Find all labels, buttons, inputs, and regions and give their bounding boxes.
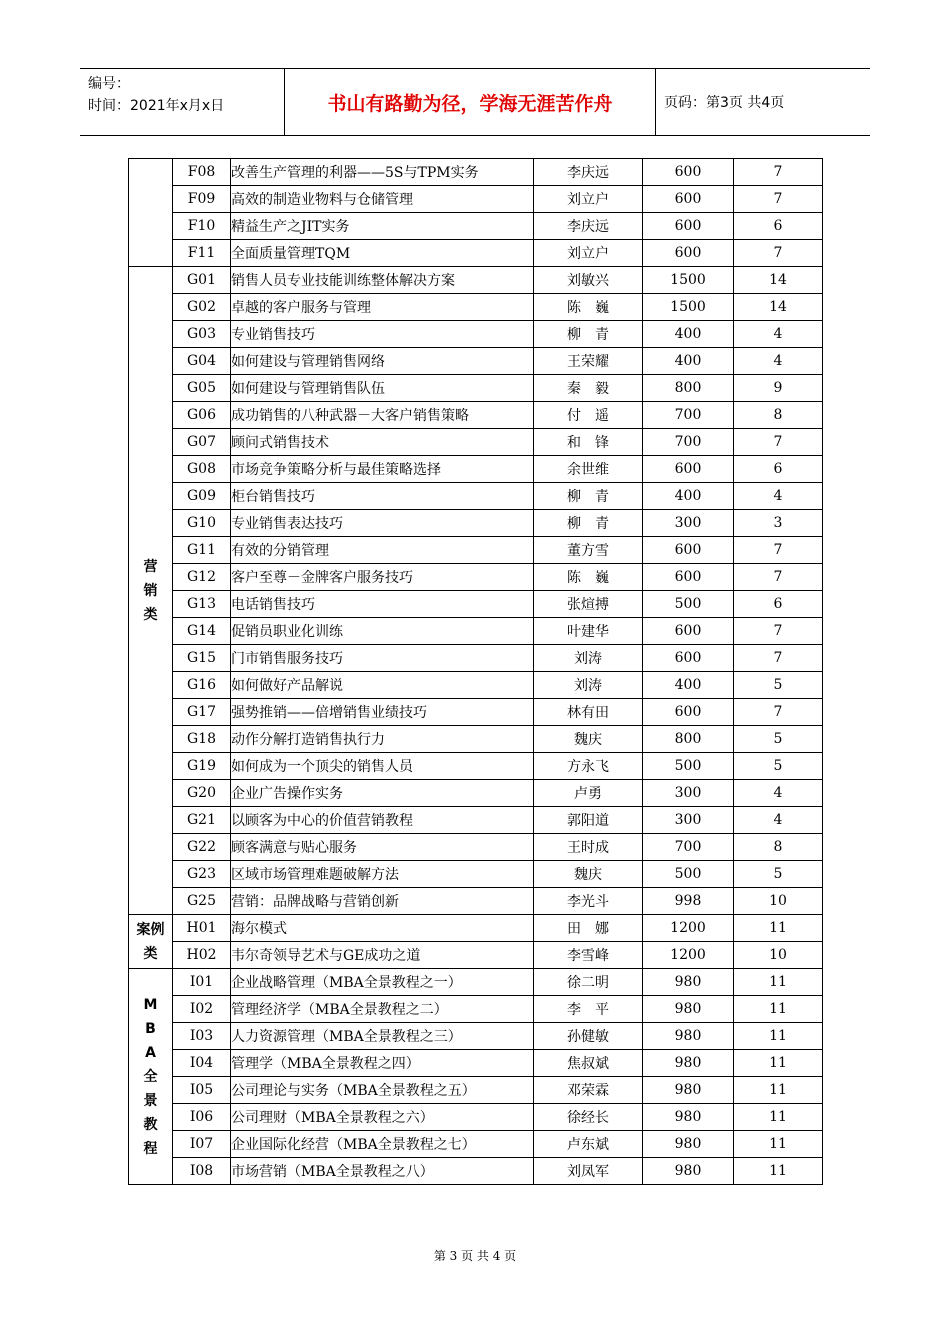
- cell-count: 11: [734, 915, 823, 942]
- cell-author: 刘立户: [534, 186, 643, 213]
- cell-author: 王时成: [534, 834, 643, 861]
- cell-code: G02: [173, 294, 231, 321]
- cell-code: G16: [173, 672, 231, 699]
- cell-code: G10: [173, 510, 231, 537]
- cell-price: 1500: [643, 267, 734, 294]
- cell-price: 980: [643, 1023, 734, 1050]
- cell-price: 600: [643, 213, 734, 240]
- table-row: [129, 591, 823, 618]
- table-row: [129, 321, 823, 348]
- cell-count: 11: [734, 1158, 823, 1185]
- cell-code: G03: [173, 321, 231, 348]
- cell-count: 7: [734, 537, 823, 564]
- cell-count: 14: [734, 294, 823, 321]
- cell-author: 陈 巍: [534, 294, 643, 321]
- cell-count: 11: [734, 1104, 823, 1131]
- cell-code: G19: [173, 753, 231, 780]
- table-row: [129, 294, 823, 321]
- cell-code: G14: [173, 618, 231, 645]
- cell-author: 李光斗: [534, 888, 643, 915]
- cell-author: 李庆远: [534, 159, 643, 186]
- cell-count: 4: [734, 321, 823, 348]
- cell-code: I01: [173, 969, 231, 996]
- table-row: [129, 186, 823, 213]
- cell-author: 陈 巍: [534, 564, 643, 591]
- table-row: [129, 753, 823, 780]
- cell-price: 400: [643, 321, 734, 348]
- cell-price: 600: [643, 456, 734, 483]
- cell-author: 卢勇: [534, 780, 643, 807]
- cell-author: 秦 毅: [534, 375, 643, 402]
- cell-code: F08: [173, 159, 231, 186]
- cell-count: 3: [734, 510, 823, 537]
- cell-price: 800: [643, 726, 734, 753]
- cell-title: 精益生产之JIT实务: [231, 213, 534, 240]
- table-row: [129, 861, 823, 888]
- cell-author: 方永飞: [534, 753, 643, 780]
- cell-count: 7: [734, 240, 823, 267]
- cell-price: 980: [643, 1077, 734, 1104]
- cell-title: 管理经济学（MBA全景教程之二）: [231, 996, 534, 1023]
- table-row: [129, 1131, 823, 1158]
- cell-count: 11: [734, 1050, 823, 1077]
- cell-title: 管理学（MBA全景教程之四）: [231, 1050, 534, 1077]
- table-row: [129, 1077, 823, 1104]
- cell-title: 销售人员专业技能训练整体解决方案: [231, 267, 534, 294]
- cell-price: 300: [643, 807, 734, 834]
- cell-title: 成功销售的八种武器－大客户销售策略: [231, 402, 534, 429]
- category-cell: [129, 159, 173, 267]
- cell-author: 柳 青: [534, 510, 643, 537]
- cell-count: 7: [734, 186, 823, 213]
- page-header: [80, 68, 870, 136]
- cell-code: I03: [173, 1023, 231, 1050]
- table-row: [129, 1050, 823, 1077]
- cell-code: G05: [173, 375, 231, 402]
- cell-author: 叶建华: [534, 618, 643, 645]
- cell-title: 有效的分销管理: [231, 537, 534, 564]
- cell-title: 强势推销——倍增销售业绩技巧: [231, 699, 534, 726]
- table-row: [129, 834, 823, 861]
- cell-count: 6: [734, 456, 823, 483]
- cell-author: 张煊搏: [534, 591, 643, 618]
- cell-author: 郭阳道: [534, 807, 643, 834]
- cell-author: 柳 青: [534, 321, 643, 348]
- cell-code: I07: [173, 1131, 231, 1158]
- cell-count: 7: [734, 564, 823, 591]
- cell-author: 孙健敏: [534, 1023, 643, 1050]
- cell-code: I06: [173, 1104, 231, 1131]
- cell-price: 980: [643, 1104, 734, 1131]
- cell-count: 10: [734, 942, 823, 969]
- cell-price: 600: [643, 699, 734, 726]
- cell-code: G09: [173, 483, 231, 510]
- cell-code: G13: [173, 591, 231, 618]
- table-row: [129, 618, 823, 645]
- header-motto: 书山有路勤为径，学海无涯苦作舟: [284, 69, 656, 135]
- cell-code: I04: [173, 1050, 231, 1077]
- cell-title: 企业广告操作实务: [231, 780, 534, 807]
- cell-author: 李庆远: [534, 213, 643, 240]
- cell-code: I08: [173, 1158, 231, 1185]
- cell-author: 李雪峰: [534, 942, 643, 969]
- cell-title: 客户至尊－金牌客户服务技巧: [231, 564, 534, 591]
- cell-title: 如何做好产品解说: [231, 672, 534, 699]
- category-cell: 案例 类: [129, 915, 173, 969]
- cell-price: 980: [643, 996, 734, 1023]
- cell-price: 400: [643, 483, 734, 510]
- cell-title: 专业销售技巧: [231, 321, 534, 348]
- cell-count: 5: [734, 861, 823, 888]
- cell-author: 魏庆: [534, 861, 643, 888]
- cell-count: 11: [734, 1023, 823, 1050]
- cell-title: 全面质量管理TQM: [231, 240, 534, 267]
- time-label: 时间：2021年x月x日: [88, 98, 225, 114]
- cell-count: 8: [734, 834, 823, 861]
- cell-count: 7: [734, 429, 823, 456]
- cell-count: 4: [734, 780, 823, 807]
- cell-code: I02: [173, 996, 231, 1023]
- cell-price: 700: [643, 402, 734, 429]
- cell-title: 改善生产管理的利器——5S与TPM实务: [231, 159, 534, 186]
- cell-code: G17: [173, 699, 231, 726]
- table-row: [129, 726, 823, 753]
- cell-price: 1500: [643, 294, 734, 321]
- cell-price: 980: [643, 1050, 734, 1077]
- cell-author: 刘立户: [534, 240, 643, 267]
- table-row: [129, 996, 823, 1023]
- cell-code: G15: [173, 645, 231, 672]
- cell-title: 顾问式销售技术: [231, 429, 534, 456]
- cell-count: 11: [734, 996, 823, 1023]
- cell-price: 600: [643, 645, 734, 672]
- cell-code: H01: [173, 915, 231, 942]
- cell-price: 600: [643, 186, 734, 213]
- table-row: [129, 942, 823, 969]
- cell-price: 500: [643, 591, 734, 618]
- category-cell: M B A 全 景 教 程: [129, 969, 173, 1185]
- cell-author: 李 平: [534, 996, 643, 1023]
- page-footer: 第 3 页 共 4 页: [433, 1249, 517, 1263]
- cell-author: 付 遥: [534, 402, 643, 429]
- table-row: [129, 159, 823, 186]
- cell-code: G20: [173, 780, 231, 807]
- table-row: [129, 429, 823, 456]
- cell-title: 企业战略管理（MBA全景教程之一）: [231, 969, 534, 996]
- table-row: [129, 1023, 823, 1050]
- cell-count: 5: [734, 753, 823, 780]
- cell-author: 徐经长: [534, 1104, 643, 1131]
- table-row: [129, 672, 823, 699]
- cell-count: 7: [734, 618, 823, 645]
- cell-count: 6: [734, 591, 823, 618]
- cell-code: G01: [173, 267, 231, 294]
- cell-price: 600: [643, 618, 734, 645]
- cell-title: 门市销售服务技巧: [231, 645, 534, 672]
- cell-title: 高效的制造业物料与仓储管理: [231, 186, 534, 213]
- cell-count: 5: [734, 726, 823, 753]
- cell-price: 980: [643, 1131, 734, 1158]
- cell-code: G22: [173, 834, 231, 861]
- cell-price: 600: [643, 537, 734, 564]
- cell-title: 如何建设与管理销售队伍: [231, 375, 534, 402]
- cell-author: 刘敏兴: [534, 267, 643, 294]
- cell-title: 电话销售技巧: [231, 591, 534, 618]
- cell-count: 7: [734, 645, 823, 672]
- cell-title: 公司理财（MBA全景教程之六）: [231, 1104, 534, 1131]
- cell-author: 柳 青: [534, 483, 643, 510]
- cell-price: 700: [643, 834, 734, 861]
- cell-author: 王荣耀: [534, 348, 643, 375]
- cell-count: 6: [734, 213, 823, 240]
- cell-code: G08: [173, 456, 231, 483]
- cell-code: F11: [173, 240, 231, 267]
- cell-price: 980: [643, 1158, 734, 1185]
- cell-author: 刘凤军: [534, 1158, 643, 1185]
- table-row: [129, 510, 823, 537]
- cell-author: 林有田: [534, 699, 643, 726]
- cell-code: H02: [173, 942, 231, 969]
- cell-title: 公司理论与实务（MBA全景教程之五）: [231, 1077, 534, 1104]
- cell-code: G21: [173, 807, 231, 834]
- cell-code: G12: [173, 564, 231, 591]
- table-row: [129, 699, 823, 726]
- table-row: [129, 645, 823, 672]
- cell-title: 市场营销（MBA全景教程之八）: [231, 1158, 534, 1185]
- header-meta: [80, 69, 284, 135]
- cell-price: 300: [643, 510, 734, 537]
- cell-count: 7: [734, 159, 823, 186]
- cell-count: 7: [734, 699, 823, 726]
- cell-title: 海尔模式: [231, 915, 534, 942]
- cell-title: 韦尔奇领导艺术与GE成功之道: [231, 942, 534, 969]
- table-row: [129, 780, 823, 807]
- table-row: [129, 888, 823, 915]
- cell-title: 企业国际化经营（MBA全景教程之七）: [231, 1131, 534, 1158]
- cell-price: 400: [643, 348, 734, 375]
- table-row: [129, 1158, 823, 1185]
- cell-code: G23: [173, 861, 231, 888]
- cell-code: G25: [173, 888, 231, 915]
- cell-title: 如何建设与管理销售网络: [231, 348, 534, 375]
- cell-title: 市场竞争策略分析与最佳策略选择: [231, 456, 534, 483]
- cell-count: 10: [734, 888, 823, 915]
- cell-title: 营销：品牌战略与营销创新: [231, 888, 534, 915]
- table-row: [129, 348, 823, 375]
- cell-author: 邓荣霖: [534, 1077, 643, 1104]
- cell-title: 动作分解打造销售执行力: [231, 726, 534, 753]
- cell-author: 魏庆: [534, 726, 643, 753]
- cell-count: 11: [734, 1131, 823, 1158]
- cell-code: G18: [173, 726, 231, 753]
- cell-price: 998: [643, 888, 734, 915]
- cell-author: 刘涛: [534, 645, 643, 672]
- cell-author: 刘涛: [534, 672, 643, 699]
- cell-count: 5: [734, 672, 823, 699]
- cell-code: F10: [173, 213, 231, 240]
- table-row: [129, 969, 823, 996]
- cell-price: 1200: [643, 915, 734, 942]
- cell-price: 500: [643, 861, 734, 888]
- table-row: [129, 240, 823, 267]
- table-row: [129, 456, 823, 483]
- cell-count: 9: [734, 375, 823, 402]
- cell-count: 11: [734, 969, 823, 996]
- cell-author: 董方雪: [534, 537, 643, 564]
- cell-title: 区域市场管理难题破解方法: [231, 861, 534, 888]
- cell-code: G07: [173, 429, 231, 456]
- cell-code: G04: [173, 348, 231, 375]
- table-row: [129, 537, 823, 564]
- cell-price: 1200: [643, 942, 734, 969]
- cell-count: 11: [734, 1077, 823, 1104]
- cell-count: 8: [734, 402, 823, 429]
- cell-count: 4: [734, 348, 823, 375]
- table-row: [129, 483, 823, 510]
- cell-title: 如何成为一个顶尖的销售人员: [231, 753, 534, 780]
- cell-price: 400: [643, 672, 734, 699]
- cell-author: 焦叔斌: [534, 1050, 643, 1077]
- table-row: [129, 267, 823, 294]
- cell-code: G11: [173, 537, 231, 564]
- cell-price: 980: [643, 969, 734, 996]
- cell-title: 促销员职业化训练: [231, 618, 534, 645]
- cell-count: 4: [734, 807, 823, 834]
- cell-title: 人力资源管理（MBA全景教程之三）: [231, 1023, 534, 1050]
- header-page-label: 页码：第3页 共4页: [664, 95, 785, 111]
- cell-author: 和 锋: [534, 429, 643, 456]
- cell-author: 余世维: [534, 456, 643, 483]
- cell-title: 以顾客为中心的价值营销教程: [231, 807, 534, 834]
- cell-count: 14: [734, 267, 823, 294]
- cell-title: 柜台销售技巧: [231, 483, 534, 510]
- cell-price: 300: [643, 780, 734, 807]
- cell-author: 田 娜: [534, 915, 643, 942]
- cell-code: G06: [173, 402, 231, 429]
- cell-price: 600: [643, 240, 734, 267]
- number-label: 编号：: [88, 76, 130, 92]
- category-cell: 营 销 类: [129, 267, 173, 915]
- cell-price: 700: [643, 429, 734, 456]
- cell-title: 专业销售表达技巧: [231, 510, 534, 537]
- table-row: [129, 807, 823, 834]
- cell-price: 800: [643, 375, 734, 402]
- cell-price: 500: [643, 753, 734, 780]
- cell-price: 600: [643, 564, 734, 591]
- table-row: [129, 402, 823, 429]
- cell-code: F09: [173, 186, 231, 213]
- cell-count: 4: [734, 483, 823, 510]
- table-row: [129, 1104, 823, 1131]
- cell-price: 600: [643, 159, 734, 186]
- cell-author: 卢东斌: [534, 1131, 643, 1158]
- course-table: [128, 158, 823, 1185]
- cell-title: 顾客满意与贴心服务: [231, 834, 534, 861]
- table-row: [129, 213, 823, 240]
- table-row: [129, 564, 823, 591]
- cell-author: 徐二明: [534, 969, 643, 996]
- table-row: [129, 375, 823, 402]
- table-row: [129, 915, 823, 942]
- cell-code: I05: [173, 1077, 231, 1104]
- cell-title: 卓越的客户服务与管理: [231, 294, 534, 321]
